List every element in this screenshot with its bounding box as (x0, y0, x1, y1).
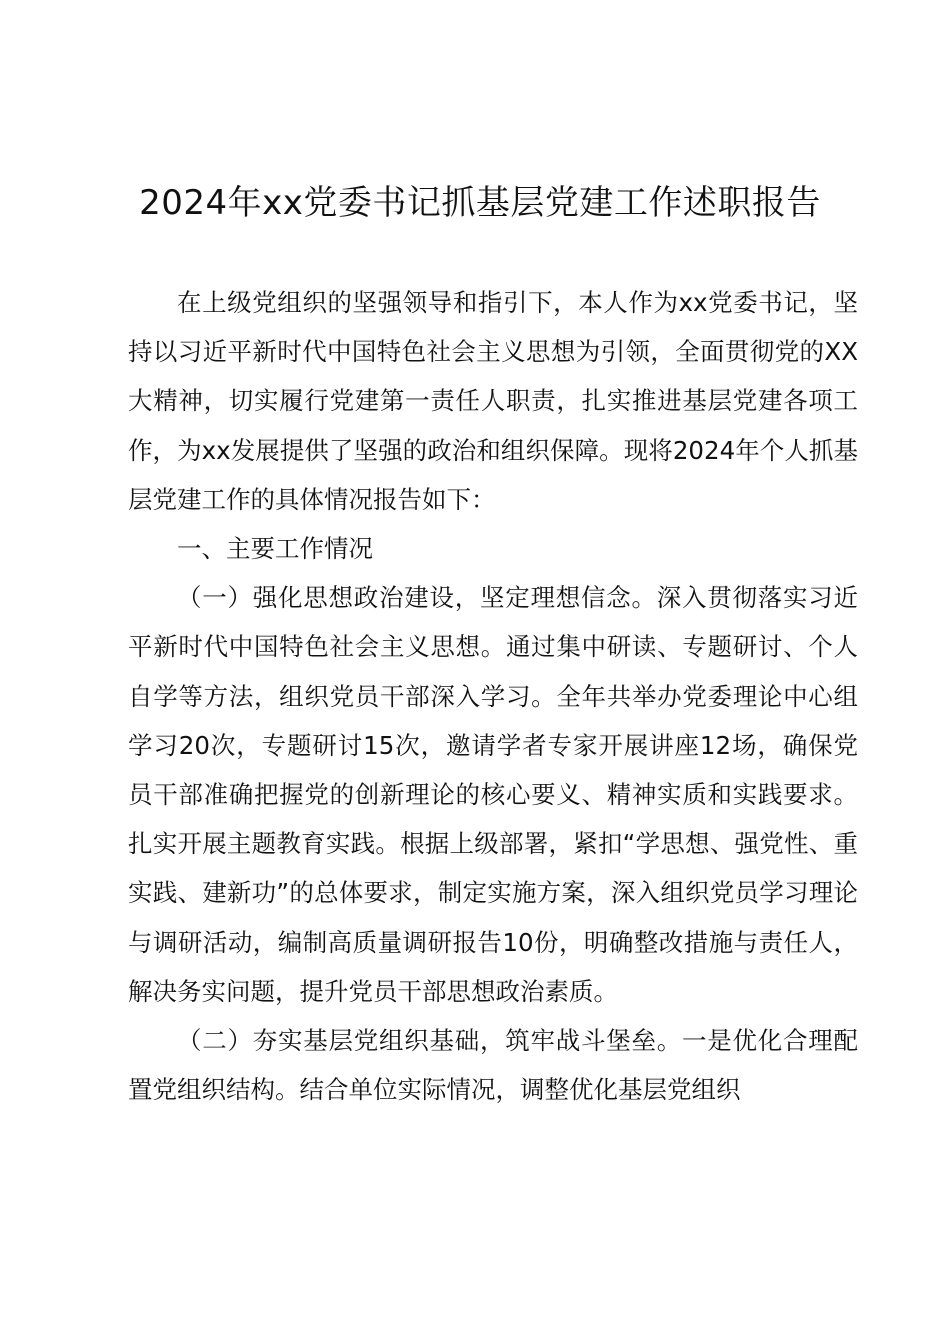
body-paragraph: （二）夯实基层党组织基础，筑牢战斗堡垒。一是优化合理配置党组织结构。结合单位实际情况，调整优化基层党组织 (128, 1026, 858, 1105)
document-body (128, 278, 858, 1114)
section-heading: 一、主要工作情况 (177, 534, 373, 564)
document-title: 2024年xx党委书记抓基层党建工作述职报告 (139, 183, 821, 223)
intro-paragraph: 在上级党组织的坚强领导和指引下，本人作为xx党委书记，坚持以习近平新时代中国特色社会主义思想为引领，全面贯彻党的XX大精神，切实履行党建第一责任人职责，扎实推进基层党建各项工作，为xx发展提供了坚强的政治和组织保障。现将2024年个人抓基层党建工作的具体情况报告如下： (128, 288, 858, 514)
body-paragraph: （一）强化思想政治建设，坚定理想信念。深入贯彻落实习近平新时代中国特色社会主义思想。通过集中研读、专题研讨、个人自学等方法，组织党员干部深入学习。全年共举办党委理论中心组学习20次，专题研讨15次，邀请学者专家开展讲座12场，确保党员干部准确把握党的创新理论的核心要义、精神实质和实践要求。扎实开展主题教育实践。根据上级部署，紧扣“学思想、强党性、重实践、建新功”的总体要求，制定实施方案，深入组织党员学习理论与调研活动，编制高质量调研报告10份，明确整改措施与责任人，解决务实问题，提升党员干部思想政治素质。 (128, 583, 858, 1006)
